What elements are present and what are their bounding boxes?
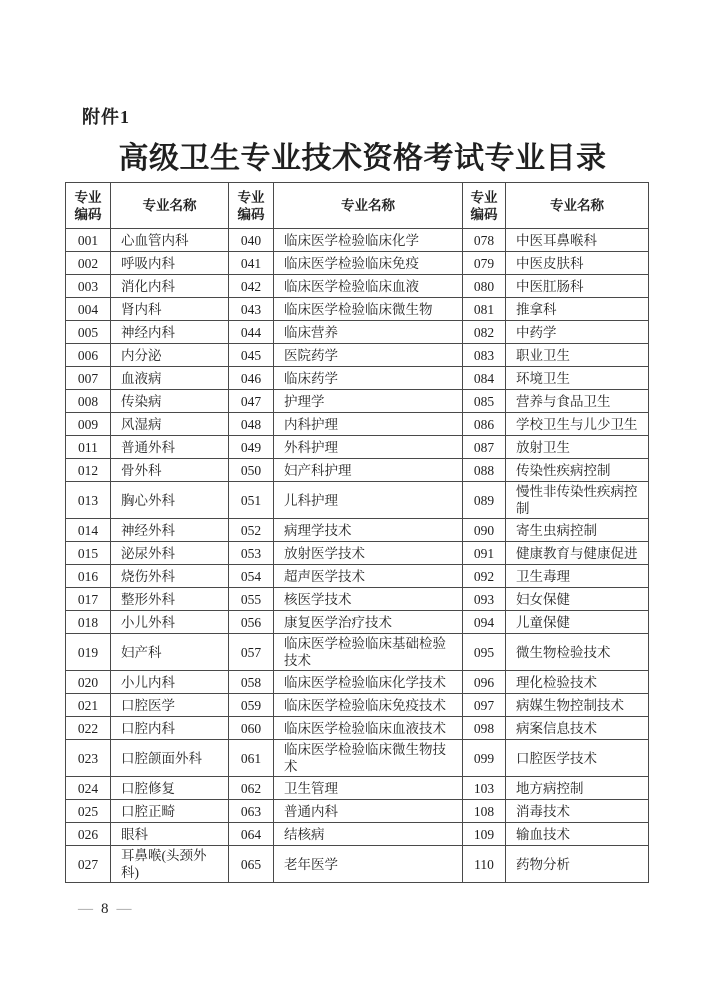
- major-code-cell: 012: [66, 459, 111, 482]
- table-row: [66, 436, 649, 459]
- major-code-cell: 080: [463, 275, 506, 298]
- major-name-cell: 医院药学: [274, 344, 463, 367]
- table-row: [66, 717, 649, 740]
- table-row: [66, 344, 649, 367]
- table-row: [66, 519, 649, 542]
- major-code-cell: 045: [229, 344, 274, 367]
- major-code-cell: 008: [66, 390, 111, 413]
- major-name-cell: 慢性非传染性疾病控制: [506, 482, 649, 519]
- major-name-cell: 外科护理: [274, 436, 463, 459]
- major-code-cell: 052: [229, 519, 274, 542]
- major-name-cell: 消化内科: [111, 275, 229, 298]
- major-name-cell: 卫生管理: [274, 777, 463, 800]
- major-code-cell: 023: [66, 740, 111, 777]
- table-row: [66, 565, 649, 588]
- major-code-cell: 060: [229, 717, 274, 740]
- major-name-cell: 儿童保健: [506, 611, 649, 634]
- header-major-name-3: 专业名称: [506, 183, 649, 229]
- major-name-cell: 消毒技术: [506, 800, 649, 823]
- page-number-right-dash: —: [116, 901, 133, 917]
- major-code-cell: 088: [463, 459, 506, 482]
- major-name-cell: 口腔正畸: [111, 800, 229, 823]
- major-name-cell: 普通外科: [111, 436, 229, 459]
- major-name-cell: 眼科: [111, 823, 229, 846]
- major-code-cell: 019: [66, 634, 111, 671]
- major-name-cell: 临床医学检验临床血液技术: [274, 717, 463, 740]
- table-row: [66, 846, 649, 883]
- major-name-cell: 老年医学: [274, 846, 463, 883]
- table-row: [66, 252, 649, 275]
- major-code-cell: 096: [463, 671, 506, 694]
- header-major-code-2: 专业编码: [229, 183, 274, 229]
- page-number-value: 8: [101, 901, 110, 917]
- major-code-cell: 095: [463, 634, 506, 671]
- major-name-cell: 环境卫生: [506, 367, 649, 390]
- major-name-cell: 临床医学检验临床微生物技术: [274, 740, 463, 777]
- major-name-cell: 传染病: [111, 390, 229, 413]
- major-code-cell: 056: [229, 611, 274, 634]
- table-body: [66, 229, 649, 883]
- major-name-cell: 推拿科: [506, 298, 649, 321]
- major-name-cell: 微生物检验技术: [506, 634, 649, 671]
- major-code-cell: 098: [463, 717, 506, 740]
- major-name-cell: 血液病: [111, 367, 229, 390]
- major-code-cell: 063: [229, 800, 274, 823]
- major-name-cell: 临床医学检验临床化学技术: [274, 671, 463, 694]
- major-name-cell: 地方病控制: [506, 777, 649, 800]
- table-row: [66, 740, 649, 777]
- major-code-cell: 044: [229, 321, 274, 344]
- major-name-cell: 心血管内科: [111, 229, 229, 252]
- major-name-cell: 口腔医学技术: [506, 740, 649, 777]
- major-name-cell: 寄生虫病控制: [506, 519, 649, 542]
- major-code-cell: 097: [463, 694, 506, 717]
- major-code-cell: 058: [229, 671, 274, 694]
- page-title: 高级卫生专业技术资格考试专业目录: [118, 142, 607, 175]
- major-name-cell: 临床医学检验临床微生物: [274, 298, 463, 321]
- major-name-cell: 药物分析: [506, 846, 649, 883]
- table-row: [66, 367, 649, 390]
- major-name-cell: 病理学技术: [274, 519, 463, 542]
- major-name-cell: 放射医学技术: [274, 542, 463, 565]
- major-code-cell: 025: [66, 800, 111, 823]
- major-name-cell: 中医肛肠科: [506, 275, 649, 298]
- major-code-cell: 059: [229, 694, 274, 717]
- major-code-cell: 005: [66, 321, 111, 344]
- table-row: [66, 634, 649, 671]
- major-name-cell: 超声医学技术: [274, 565, 463, 588]
- table-row: [66, 275, 649, 298]
- major-name-cell: 胸心外科: [111, 482, 229, 519]
- major-code-cell: 061: [229, 740, 274, 777]
- major-name-cell: 肾内科: [111, 298, 229, 321]
- table-row: [66, 459, 649, 482]
- major-name-cell: 职业卫生: [506, 344, 649, 367]
- major-code-cell: 007: [66, 367, 111, 390]
- major-code-cell: 004: [66, 298, 111, 321]
- major-name-cell: 妇产科: [111, 634, 229, 671]
- major-name-cell: 烧伤外科: [111, 565, 229, 588]
- major-name-cell: 口腔医学: [111, 694, 229, 717]
- table-row: [66, 229, 649, 252]
- major-code-cell: 084: [463, 367, 506, 390]
- major-code-cell: 021: [66, 694, 111, 717]
- major-name-cell: 普通内科: [274, 800, 463, 823]
- major-code-cell: 014: [66, 519, 111, 542]
- major-name-cell: 口腔修复: [111, 777, 229, 800]
- major-code-cell: 054: [229, 565, 274, 588]
- table-row: [66, 823, 649, 846]
- table-row: [66, 298, 649, 321]
- major-code-cell: 092: [463, 565, 506, 588]
- major-code-cell: 024: [66, 777, 111, 800]
- major-name-cell: 神经内科: [111, 321, 229, 344]
- major-name-cell: 儿科护理: [274, 482, 463, 519]
- major-code-cell: 017: [66, 588, 111, 611]
- table-row: [66, 777, 649, 800]
- major-name-cell: 小儿外科: [111, 611, 229, 634]
- major-code-cell: 057: [229, 634, 274, 671]
- major-name-cell: 临床营养: [274, 321, 463, 344]
- major-name-cell: 口腔颌面外科: [111, 740, 229, 777]
- attachment-label: 附件1: [82, 107, 130, 127]
- major-code-cell: 027: [66, 846, 111, 883]
- major-name-cell: 妇产科护理: [274, 459, 463, 482]
- major-code-cell: 085: [463, 390, 506, 413]
- page-number: [78, 901, 133, 918]
- major-name-cell: 学校卫生与儿少卫生: [506, 413, 649, 436]
- major-code-cell: 065: [229, 846, 274, 883]
- major-code-cell: 011: [66, 436, 111, 459]
- major-code-cell: 041: [229, 252, 274, 275]
- major-code-cell: 103: [463, 777, 506, 800]
- major-code-cell: 109: [463, 823, 506, 846]
- major-name-cell: 病案信息技术: [506, 717, 649, 740]
- major-code-cell: 093: [463, 588, 506, 611]
- major-code-cell: 003: [66, 275, 111, 298]
- major-name-cell: 卫生毒理: [506, 565, 649, 588]
- table-row: [66, 671, 649, 694]
- major-name-cell: 临床医学检验临床免疫: [274, 252, 463, 275]
- major-code-cell: 015: [66, 542, 111, 565]
- major-name-cell: 核医学技术: [274, 588, 463, 611]
- major-name-cell: 神经外科: [111, 519, 229, 542]
- major-name-cell: 小儿内科: [111, 671, 229, 694]
- header-major-code-3: 专业编码: [463, 183, 506, 229]
- major-name-cell: 病媒生物控制技术: [506, 694, 649, 717]
- table-row: [66, 694, 649, 717]
- major-code-cell: 040: [229, 229, 274, 252]
- table-row: [66, 321, 649, 344]
- major-code-cell: 094: [463, 611, 506, 634]
- major-code-cell: 009: [66, 413, 111, 436]
- major-name-cell: 中医皮肤科: [506, 252, 649, 275]
- table-row: [66, 588, 649, 611]
- major-name-cell: 内科护理: [274, 413, 463, 436]
- major-name-cell: 临床医学检验临床化学: [274, 229, 463, 252]
- major-code-cell: 050: [229, 459, 274, 482]
- major-code-cell: 020: [66, 671, 111, 694]
- major-code-cell: 002: [66, 252, 111, 275]
- major-code-cell: 006: [66, 344, 111, 367]
- table-row: [66, 542, 649, 565]
- table-row: [66, 611, 649, 634]
- major-name-cell: 康复医学治疗技术: [274, 611, 463, 634]
- table-header: [66, 183, 649, 229]
- major-name-cell: 临床药学: [274, 367, 463, 390]
- major-code-cell: 064: [229, 823, 274, 846]
- major-code-cell: 001: [66, 229, 111, 252]
- major-name-cell: 呼吸内科: [111, 252, 229, 275]
- major-code-cell: 083: [463, 344, 506, 367]
- major-code-cell: 043: [229, 298, 274, 321]
- major-name-cell: 临床医学检验临床基础检验技术: [274, 634, 463, 671]
- major-name-cell: 风湿病: [111, 413, 229, 436]
- major-code-cell: 051: [229, 482, 274, 519]
- major-code-cell: 018: [66, 611, 111, 634]
- major-code-cell: 047: [229, 390, 274, 413]
- major-code-cell: 016: [66, 565, 111, 588]
- header-major-code-1: 专业编码: [66, 183, 111, 229]
- major-name-cell: 输血技术: [506, 823, 649, 846]
- major-name-cell: 耳鼻喉(头颈外科): [111, 846, 229, 883]
- major-code-cell: 081: [463, 298, 506, 321]
- table-row: [66, 390, 649, 413]
- major-code-cell: 089: [463, 482, 506, 519]
- major-code-cell: 013: [66, 482, 111, 519]
- major-code-cell: 078: [463, 229, 506, 252]
- major-name-cell: 骨外科: [111, 459, 229, 482]
- major-code-cell: 079: [463, 252, 506, 275]
- major-name-cell: 临床医学检验临床免疫技术: [274, 694, 463, 717]
- major-code-cell: 048: [229, 413, 274, 436]
- major-code-cell: 110: [463, 846, 506, 883]
- major-code-cell: 053: [229, 542, 274, 565]
- major-name-cell: 整形外科: [111, 588, 229, 611]
- table-row: [66, 413, 649, 436]
- header-major-name-1: 专业名称: [111, 183, 229, 229]
- major-name-cell: 护理学: [274, 390, 463, 413]
- header-row: [66, 183, 649, 229]
- major-name-cell: 营养与食品卫生: [506, 390, 649, 413]
- major-code-cell: 087: [463, 436, 506, 459]
- major-name-cell: 中医耳鼻喉科: [506, 229, 649, 252]
- major-name-cell: 结核病: [274, 823, 463, 846]
- header-major-name-2: 专业名称: [274, 183, 463, 229]
- major-name-cell: 内分泌: [111, 344, 229, 367]
- major-code-cell: 086: [463, 413, 506, 436]
- major-code-cell: 042: [229, 275, 274, 298]
- major-name-cell: 临床医学检验临床血液: [274, 275, 463, 298]
- major-name-cell: 口腔内科: [111, 717, 229, 740]
- major-code-cell: 082: [463, 321, 506, 344]
- major-code-cell: 062: [229, 777, 274, 800]
- major-code-cell: 022: [66, 717, 111, 740]
- major-code-cell: 091: [463, 542, 506, 565]
- major-code-cell: 108: [463, 800, 506, 823]
- major-name-cell: 中药学: [506, 321, 649, 344]
- major-name-cell: 健康教育与健康促进: [506, 542, 649, 565]
- major-name-cell: 妇女保健: [506, 588, 649, 611]
- major-code-cell: 099: [463, 740, 506, 777]
- major-code-cell: 046: [229, 367, 274, 390]
- major-name-cell: 理化检验技术: [506, 671, 649, 694]
- major-code-cell: 090: [463, 519, 506, 542]
- major-name-cell: 传染性疾病控制: [506, 459, 649, 482]
- major-code-cell: 055: [229, 588, 274, 611]
- page-number-left-dash: —: [78, 901, 94, 917]
- major-name-cell: 放射卫生: [506, 436, 649, 459]
- major-name-cell: 泌尿外科: [111, 542, 229, 565]
- table-row: [66, 800, 649, 823]
- major-code-cell: 026: [66, 823, 111, 846]
- major-catalog-table: [65, 182, 649, 883]
- table-row: [66, 482, 649, 519]
- major-code-cell: 049: [229, 436, 274, 459]
